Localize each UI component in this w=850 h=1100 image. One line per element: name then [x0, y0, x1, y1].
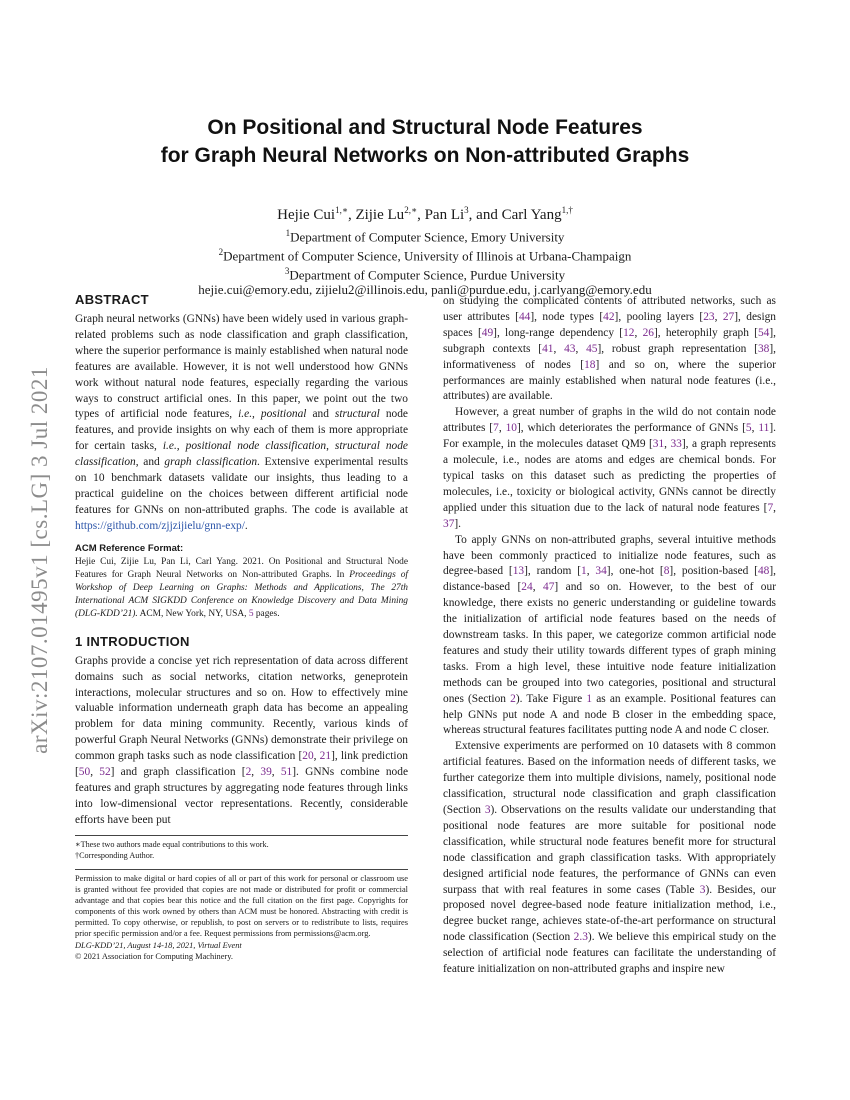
table-link[interactable]: 3	[699, 883, 706, 896]
right-column	[443, 294, 776, 978]
footnote-corresponding-author: †Corresponding Author.	[75, 851, 155, 860]
affiliation-2	[75, 245, 775, 264]
citation-link[interactable]: 27	[722, 310, 735, 323]
citation-link[interactable]: 23	[703, 310, 715, 323]
citation-link[interactable]: 2	[245, 766, 252, 779]
citation-link[interactable]: 31	[652, 438, 665, 451]
footnotes	[75, 835, 408, 861]
footnote-equal-contribution: ∗These two authors made equal contributions to this work.	[75, 840, 269, 849]
author-1: Hejie Cui	[277, 207, 336, 223]
permission-notice	[75, 869, 408, 962]
intro-paragraph-3: To apply GNNs on non-attributed graphs, several intuitive methods have been commonly practiced to initialize node features, such as degree-based [13], random [1, 34], one-hot [8], position-based [48], distance-based [24, 47] and so on. However, to the best of our knowledge, there exists no generic understanding or guideline towards the initialization of artificial node features based on the needs of downstream tasks. In this paper, we categorize common artificial node features and study their utility towards different types of graph mining tasks. From a high level, these intuitive node feature initialization methods can be grouped into two categories, positional and structural ones (Section 2). Take Figure 1 as an example. Positional features can help GNNs put node A and node B closer in the embedding space, whereas structural features facilitates putting node A and node C closer.	[443, 533, 777, 737]
permission-text: Permission to make digital or hard copies of all or part of this work for personal or classroom use is granted without fee provided that copies are not made or distributed for profit or commercial advantage and that copies bear this notice and the full citation on the first page. Copyrights for components of this work owned by others than ACM must be honored. Abstracting with credit is permitted. To copy otherwise, or republish, to post on servers or to redistribute to lists, requires prior specific permission and/or a fee. Request permissions from permissions@acm.org.	[75, 874, 408, 939]
citation-link[interactable]: 38	[757, 342, 770, 355]
citation-link[interactable]: 54	[757, 326, 770, 339]
affiliation-1	[75, 226, 775, 245]
citation-link[interactable]: 52	[99, 766, 111, 779]
section-link[interactable]: 2	[510, 692, 516, 705]
citation-link[interactable]: 18	[584, 358, 596, 371]
affiliation-3-mark: 3	[284, 265, 290, 276]
citation-link[interactable]: 7	[767, 501, 774, 514]
copyright-line: © 2021 Association for Computing Machinery.	[75, 951, 233, 961]
affiliation-3-text: Department of Computer Science, Purdue University	[289, 266, 566, 282]
citation-link[interactable]: 8	[663, 565, 670, 578]
citation-link[interactable]: 26	[642, 326, 654, 339]
section-link[interactable]: 2.3	[573, 931, 588, 944]
paper-title	[75, 114, 775, 170]
affiliation-2-text: Department of Computer Science, University of Illinois at Urbana-Champaign	[223, 248, 632, 264]
arxiv-identifier: arXiv:2107.01495v1 [cs.LG] 3 Jul 2021	[27, 366, 52, 754]
citation-link[interactable]: 41	[542, 342, 554, 355]
section-link[interactable]: 3	[484, 804, 491, 816]
introduction-heading: 1 INTRODUCTION	[75, 633, 190, 649]
author-2-mark: 2,∗	[404, 205, 418, 215]
author-list: Hejie Cui$^{1,∗}$, Zijie $Lu^{2,∗}$, Pan Li$^3$, and Carl Yang$^{1,\dagger}$	[277, 205, 573, 223]
citation-link[interactable]: 11	[758, 422, 770, 435]
author-block	[75, 200, 775, 298]
author-emails: hejie.cui@emory.edu, zijielu2@illinois.edu, panli@purdue.edu, j.carlyang@emory.edu	[198, 282, 652, 298]
intro-paragraph-4: Extensive experiments are performed on 10 datasets with 8 common artificial features. Based on the information needs of different tasks, we further categorize them into multiple divisions, namely, positional node classification, structural node classification and graph classification (Section 3). Observations on the results validate our understanding that positional node features are more suitable for positional node classification, while structural node features benefit more for structural node classification and graph classification tasks. With appropriately designed artificial node features, the performance of GNNs can even surpass that with real features in some cases (Table 3). Besides, our proposed novel degree-based node feature initialization method, i.e., degree bucket range, achieves state-of-the-art performance on structural node classification (Section 2.3). We believe this empirical study on the selection of artificial node features can facilitate the understanding of feature initialization on non-attributed graphs and inspire new	[443, 740, 777, 976]
author-4: and Carl Yang	[476, 207, 562, 223]
citation-link[interactable]: 7	[493, 422, 499, 435]
acm-reference-heading: ACM Reference Format:	[75, 542, 184, 554]
citation-link[interactable]: 24	[521, 581, 533, 594]
citation-link[interactable]: 34	[595, 565, 607, 578]
citation-link[interactable]: 10	[505, 422, 517, 435]
acm-reference-text: Hejie Cui, Zijie Lu, Pan Li, Carl Yang. 2021. On Positional and Structural Node Features for Graph Neural Networks on Non-attributed Graphs. In Proceedings of Workshop of Deep Learning on Graphs: Methods and Applications, The 27th International ACM SIGKDD Conference on Knowledge Discovery and Data Mining (DLG-KDD’21). ACM, New York, NY, USA, 5 pages.	[75, 556, 408, 619]
left-column	[75, 292, 408, 829]
code-link[interactable]: https://github.com/zjjzijielu/gnn-exp/	[75, 519, 245, 532]
citation-link[interactable]: 39	[260, 766, 272, 779]
venue-line: DLG-KDD’21, August 14-18, 2021, Virtual Event	[75, 940, 242, 950]
citation-link[interactable]: 49	[481, 326, 494, 339]
title-line-2: for Graph Neural Networks on Non-attributed Graphs	[160, 144, 690, 167]
author-4-mark: 1,†	[561, 205, 573, 215]
citation-link[interactable]: 13	[512, 565, 525, 578]
arxiv-identifier-sidebar	[10, 366, 70, 754]
affiliation-1-text: Department of Computer Science, Emory University	[290, 229, 565, 245]
citation-link[interactable]: 44	[518, 310, 531, 323]
citation-link[interactable]: 21	[319, 750, 332, 763]
author-3: Pan Li	[424, 207, 465, 223]
citation-link[interactable]: 37	[443, 517, 455, 530]
intro-paragraph-2: However, a great number of graphs in the wild do not contain node attributes [7, 10], which deteriorates the performance of GNNs [5, 11]. For example, in the molecules dataset QM9 [31, 33], a graph represents a molecule, i.e., nodes are atoms and edges are chemical bonds. For typical tasks on this dataset such as predicting the properties of molecules, i.e., toxicity or biological activity, GNNs cannot be directly applied under this situation due to the lack of natural node features [7, 37].	[443, 406, 777, 530]
citation-link[interactable]: 33	[670, 438, 682, 451]
author-3-mark: 3	[464, 205, 469, 215]
abstract-text: Graph neural networks (GNNs) have been widely used in various graph-related problems such as node classification and graph classification, where the superior performance is mainly established when natural node features are available. However, it is not well understood how GNNs work without natural node features, especially regarding the various ways to construct artificial ones. In this paper, we point out the two types of artificial node features, i.e., positional and structural node features, and provide insights on why each of them is more appropriate for certain tasks, i.e., positional node classification, structural node classification, and graph classification. Extensive experimental results on 10 benchmark datasets validate our insights, thus leading to a practical guideline on the choices between different artificial node features for GNNs on non-attributed graphs. The code is available at https://github.com/zjjzijielu/gnn-exp/.	[75, 313, 408, 532]
citation-link[interactable]: 51	[280, 766, 293, 779]
abstract-heading: ABSTRACT	[75, 292, 149, 307]
title-line-1: On Positional and Structural Node Features	[207, 116, 643, 139]
citation-link[interactable]: 45	[586, 342, 598, 355]
citation-link[interactable]: 48	[757, 565, 770, 578]
citation-link[interactable]: 43	[564, 342, 576, 355]
author-2: Zijie Lu	[355, 207, 405, 223]
introduction-text: Graphs provide a concise yet rich representation of data across different domains such as social networks, citation networks, geneprotein interactions, molecular structures and so on. How to effectively mine valuable information underneath graph data has become an appealing problem for data mining community. Recently, various kinds of powerful Graph Neural Networks (GNNs) demonstrate their privilege on common graph tasks such as node classification [20, 21], link prediction [50, 52] and graph classification [2, 39, 51]. GNNs combine node features and graph structures by aggregating node features through links into low-dimensional vector representations. Recently, considerable efforts have been put	[75, 654, 408, 826]
citation-link[interactable]: 47	[543, 581, 555, 594]
author-1-mark: 1,∗	[335, 205, 348, 215]
citation-link[interactable]: 5	[745, 422, 752, 435]
citation-link[interactable]: 20	[302, 750, 314, 763]
citation-link[interactable]: 42	[603, 310, 615, 323]
figure-link[interactable]: 1	[586, 692, 593, 705]
pages-link[interactable]: 5	[248, 608, 254, 619]
affiliation-3	[75, 264, 775, 283]
affiliation-2-mark: 2	[218, 246, 224, 257]
citation-link[interactable]: 12	[623, 326, 635, 339]
citation-link[interactable]: 1	[581, 565, 587, 578]
affiliation-1-mark: 1	[285, 228, 291, 238]
intro-paragraph-continued: on studying the complicated contents of attributed networks, such as user attributes [44], node types [42], pooling layers [23, 27], design spaces [49], long-range dependency [12, 26], heterophily graph [54], subgraph contexts [41, 43, 45], robust graph representation [38], informativeness of nodes [18] and so on, where the superior performances are mainly established when natural node features (i.e., attributes) are available.	[443, 295, 777, 403]
citation-link[interactable]: 50	[78, 766, 91, 779]
